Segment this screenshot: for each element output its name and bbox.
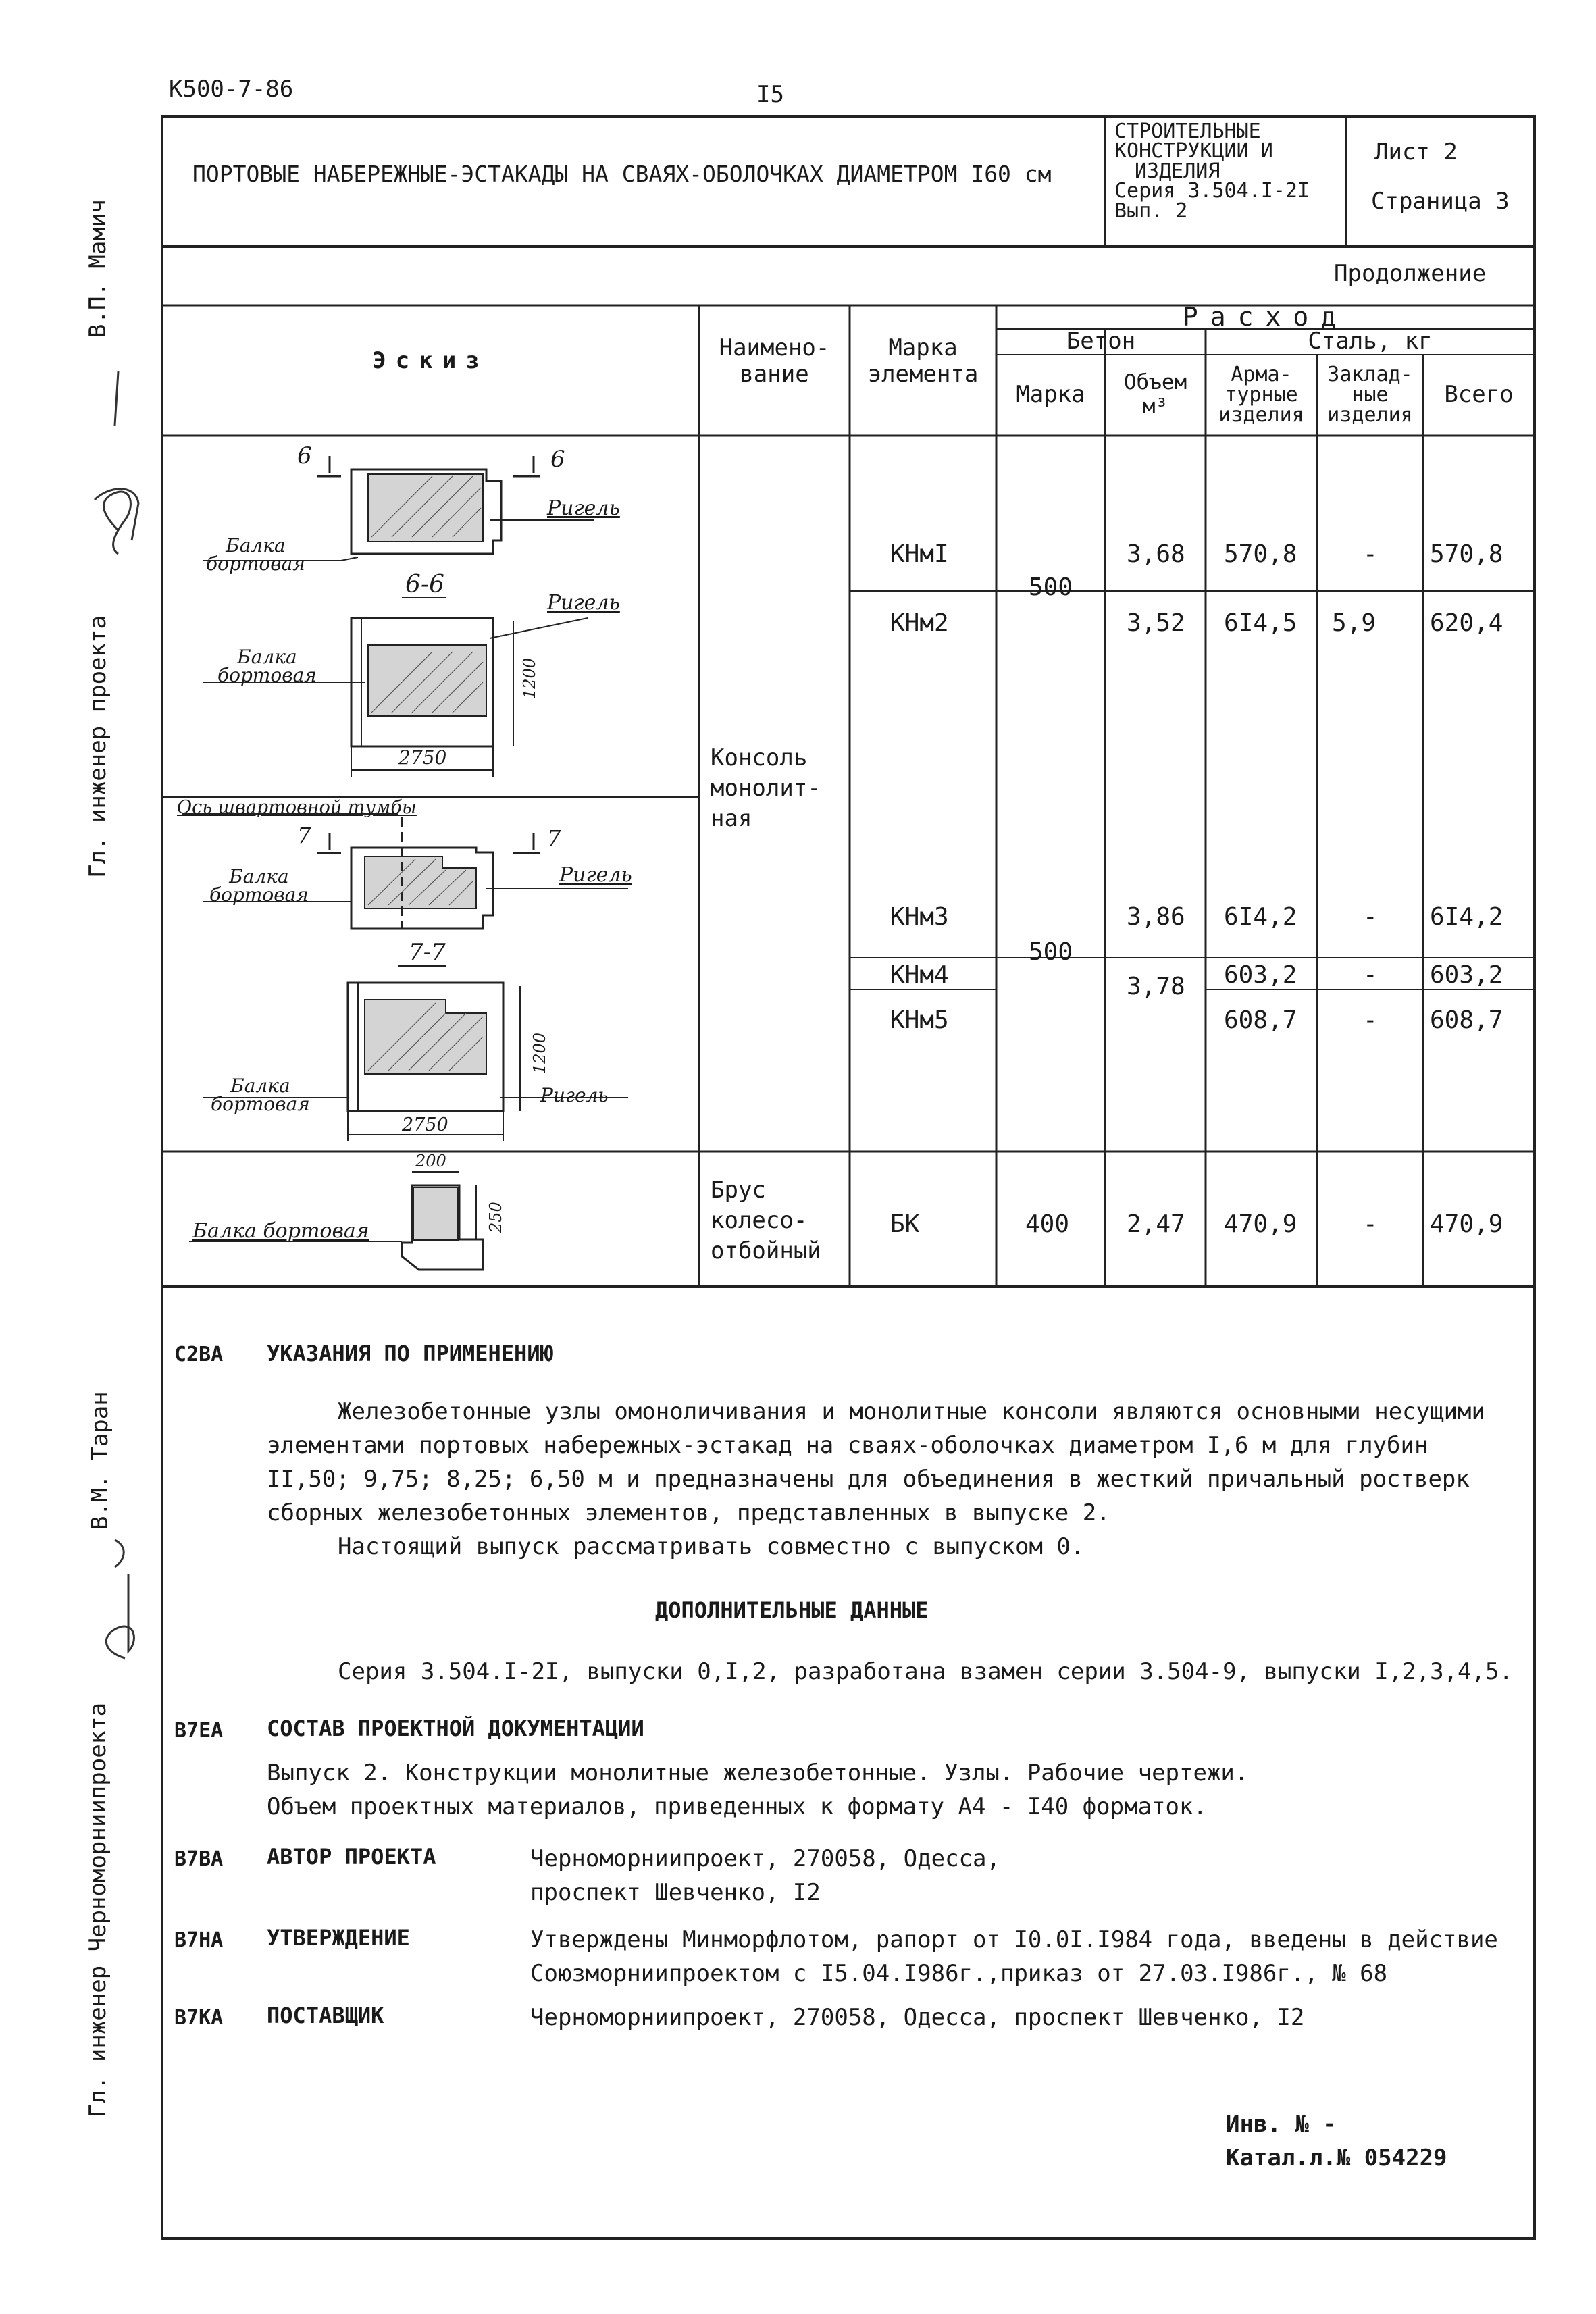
group2-grade: 500 — [1028, 938, 1073, 967]
sketch2-rigel: Ригель — [559, 863, 632, 887]
header-mark: Марка элемента — [867, 334, 979, 388]
sketch3-beam: Балка бортовая — [192, 1219, 369, 1243]
brus-name: Брус колесо- отбойный — [711, 1177, 821, 1264]
header-embedded: Заклад- ные изделия — [1327, 363, 1413, 427]
row1-total: 570,8 — [1430, 540, 1503, 568]
row3-reinf: 6I4,2 — [1224, 903, 1297, 931]
row4-embedded: - — [1363, 961, 1378, 989]
doc-code: К500-7-86 — [169, 76, 294, 103]
sketch1-cut-left: 6 — [297, 442, 312, 469]
section-code-usage: С2ВА — [174, 1343, 224, 1366]
row2-reinf: 6I4,5 — [1224, 609, 1297, 637]
continuation-label: Продолжение — [1334, 260, 1487, 287]
header-consumption: Расход — [1182, 302, 1349, 332]
header-total: Всего — [1444, 381, 1514, 409]
section-head-docs: СОСТАВ ПРОЕКТНОЙ ДОКУМЕНТАЦИИ — [267, 1716, 644, 1741]
sheet-label: Лист 2 — [1374, 138, 1458, 165]
section-head-usage: УКАЗАНИЯ ПО ПРИМЕНЕНИЮ — [267, 1341, 553, 1366]
series-line: Серия 3.504.I-2I — [1114, 179, 1310, 203]
row1-volume: 3,68 — [1127, 540, 1185, 568]
sketch1-rigel2: Ригель — [547, 591, 620, 615]
sketch3-height: 250 — [486, 1202, 505, 1233]
signature-mark-4 — [106, 1574, 134, 1658]
author-line: проспект Шевченко, I2 — [530, 1879, 821, 1906]
catalog-number: Катал.л.№ 054229 — [1226, 2144, 1447, 2171]
sketch3-width: 200 — [415, 1152, 446, 1171]
sketch2-rigel2: Ригель — [540, 1084, 609, 1106]
brus-volume: 2,47 — [1127, 1210, 1185, 1238]
usage-line: сборных железобетонных элементов, представленных в выпуске 2. — [267, 1499, 1110, 1526]
approval-line: Утверждены Минморфлотом, рапорт от I0.0I.I984 года, введены в действие — [530, 1926, 1498, 1953]
row2-mark: КНм2 — [890, 609, 949, 637]
sketch2-width: 2750 — [402, 1114, 448, 1135]
section-code-docs: В7ЕА — [174, 1719, 224, 1743]
header-concrete-grade: Марка — [1016, 381, 1085, 409]
row5-total: 608,7 — [1430, 1006, 1503, 1034]
row5-mark: КНм5 — [890, 1006, 949, 1034]
signer2-name: В.М. Таран — [86, 1391, 113, 1530]
header-name: Наимено- вание — [719, 334, 830, 388]
sketch1-width: 2750 — [398, 746, 447, 769]
sketch2-beam2: Балка бортовая — [211, 1075, 310, 1115]
sketch2-axis: Ось швартовной тумбы — [177, 797, 417, 818]
section-code-supplier: В7КА — [174, 2006, 224, 2030]
sketch2-cut-left: 7 — [297, 823, 311, 848]
series-line: Вып. 2 — [1114, 199, 1188, 223]
extra-line: Серия 3.504.I-2I, выпуски 0,I,2, разработана взамен серии 3.504-9, выпуски I,2,3,4,5. — [338, 1658, 1513, 1685]
section-head-author: АВТОР ПРОЕКТА — [267, 1844, 436, 1870]
sketch1-height: 1200 — [520, 657, 539, 699]
brus-total: 470,9 — [1430, 1210, 1503, 1238]
brus-reinf: 470,9 — [1224, 1210, 1297, 1238]
usage-line: II,50; 9,75; 8,25; 6,50 м и предназначены для объединения в жесткий причальный ростверк — [267, 1466, 1470, 1493]
row4-total: 603,2 — [1430, 961, 1503, 989]
section-code-author: В7ВА — [174, 1847, 224, 1871]
docs-line: Выпуск 2. Конструкции монолитные железобетонные. Узлы. Рабочие чертежи. — [267, 1759, 1249, 1786]
series-line: КОНСТРУКЦИИ И — [1114, 139, 1273, 163]
signature-mark-3 — [115, 371, 118, 426]
supplier-line: Черноморниипроект, 270058, Одесса, проспект Шевченко, I2 — [530, 2004, 1305, 2031]
row4-volume: 3,78 — [1127, 973, 1185, 1000]
group-name-console: Консоль монолит- ная — [711, 744, 821, 832]
row3-total: 6I4,2 — [1430, 903, 1503, 931]
section-head-extra: ДОПОЛНИТЕЛЬНЫЕ ДАННЫЕ — [655, 1597, 929, 1623]
row2-volume: 3,52 — [1127, 609, 1185, 637]
section-head-approval: УТВЕРЖДЕНИЕ — [267, 1925, 410, 1951]
inventory-number: Инв. № - — [1226, 2111, 1337, 2138]
sketch1-beam: Балка бортовая — [206, 534, 305, 575]
sketch2-beam: Балка бортовая — [209, 865, 309, 906]
signer1-name: В.П. Мамич — [84, 199, 111, 338]
author-line: Черноморниипроект, 270058, Одесса, — [530, 1845, 1000, 1872]
group1-grade: 500 — [1028, 573, 1073, 602]
doc-title: ПОРТОВЫЕ НАБЕРЕЖНЫЕ-ЭСТАКАДЫ НА СВАЯХ-ОБОЛОЧКАХ ДИАМЕТРОМ I60 см — [192, 161, 1052, 187]
signer2-title: Гл. инженер Черноморниипроекта — [84, 1702, 111, 2117]
row1-mark: КНмI — [890, 540, 949, 568]
docs-line: Объем проектных материалов, приведенных к формату А4 - I40 форматок. — [267, 1793, 1207, 1820]
usage-line: Железобетонные узлы омоноличивания и монолитные консоли являются основными несущими — [338, 1398, 1485, 1425]
series-line: СТРОИТЕЛЬНЫЕ — [1114, 120, 1261, 143]
row1-reinf: 570,8 — [1224, 540, 1297, 568]
page-number: I5 — [756, 81, 784, 108]
sketch2-height: 1200 — [530, 1032, 549, 1074]
signer1-title: Гл. инженер проекта — [84, 615, 111, 878]
series-line: ИЗДЕЛИЯ — [1135, 159, 1220, 183]
sketch1-section: 6-6 — [405, 571, 444, 598]
row2-total: 620,4 — [1430, 609, 1503, 637]
brus-embedded: - — [1363, 1210, 1378, 1238]
usage-line: элементами портовых набережных-эстакад на сваях-оболочках диаметром I,6 м для глубин — [267, 1432, 1428, 1459]
page-label: Страница 3 — [1371, 188, 1510, 215]
sketch2-section: 7-7 — [409, 939, 446, 966]
row2-embedded: 5,9 — [1332, 609, 1376, 637]
sketch1-rigel: Ригель — [547, 496, 620, 520]
header-steel: Сталь, кг — [1308, 328, 1433, 355]
row4-reinf: 603,2 — [1224, 961, 1297, 989]
signature-mark-5 — [115, 1540, 124, 1567]
section-head-supplier: ПОСТАВЩИК — [267, 2003, 384, 2028]
row1-embedded: - — [1363, 540, 1378, 568]
row4-mark: КНм4 — [890, 961, 949, 989]
sketch1-beam2: Балка бортовая — [217, 646, 317, 686]
signature-mark-1 — [104, 492, 131, 554]
section-code-approval: В7НА — [174, 1928, 224, 1952]
header-concrete: Бетон — [1066, 328, 1136, 355]
row3-mark: КНм3 — [890, 903, 949, 931]
row3-volume: 3,86 — [1127, 903, 1185, 931]
approval-line: Союзморниипроектом с I5.04.I986г.,приказ от 27.03.I986г., № 68 — [530, 1960, 1388, 1987]
row5-embedded: - — [1363, 1006, 1378, 1034]
brus-grade: 400 — [1025, 1210, 1070, 1238]
row3-embedded: - — [1363, 903, 1378, 931]
header-sketch: Эскиз — [372, 347, 489, 375]
sketch2-cut-right: 7 — [547, 825, 561, 851]
header-volume: Объем м³ — [1123, 370, 1187, 419]
brus-mark: БК — [890, 1210, 920, 1238]
usage-line: Настоящий выпуск рассматривать совместно с выпуском 0. — [338, 1533, 1085, 1560]
row5-reinf: 608,7 — [1224, 1006, 1297, 1034]
header-reinf: Арма- турные изделия — [1218, 363, 1304, 427]
sketch1-cut-right: 6 — [550, 446, 565, 473]
